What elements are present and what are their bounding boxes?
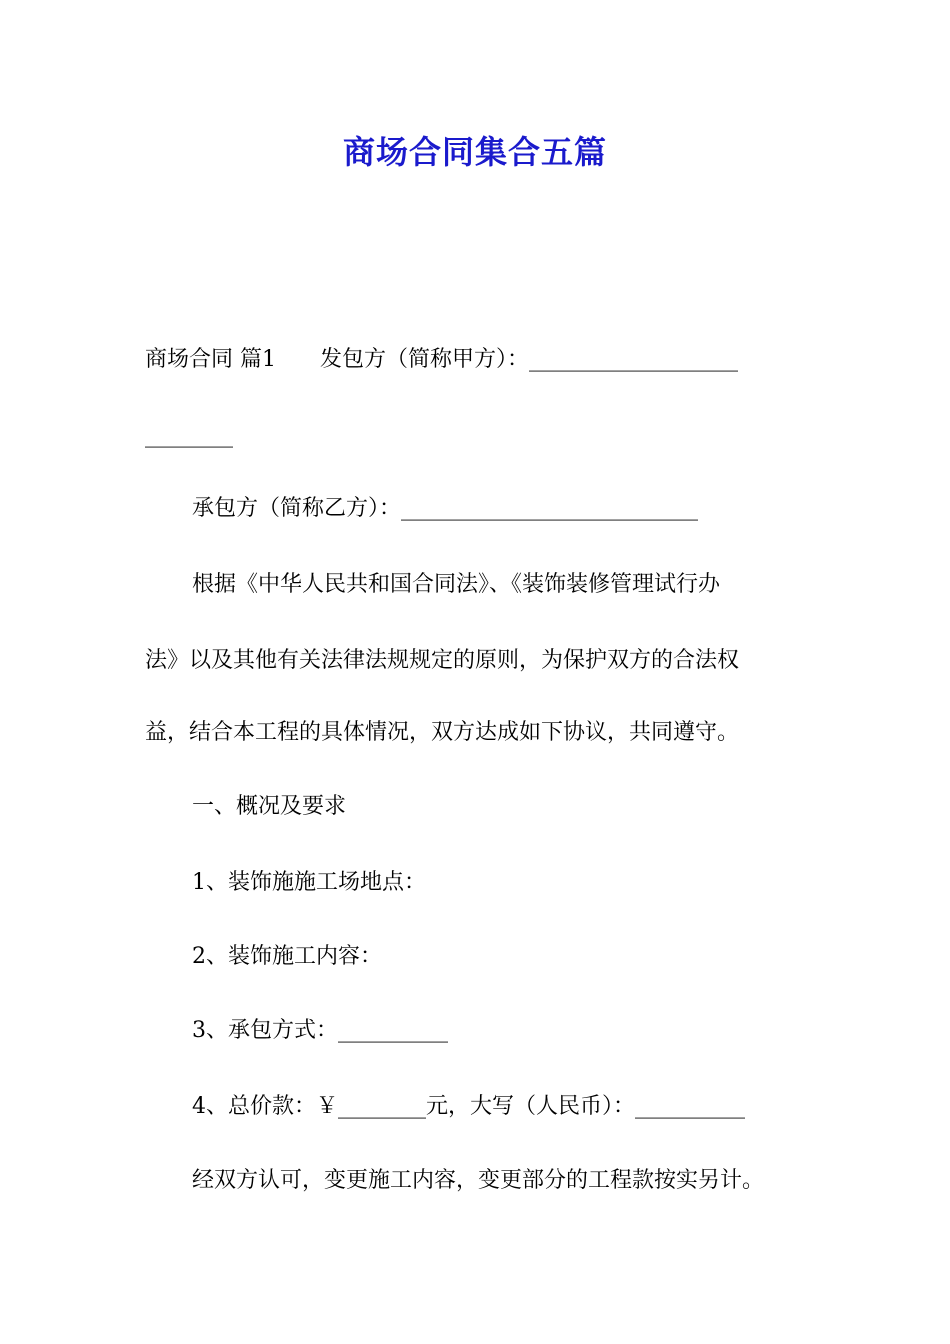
paragraph-line: 经双方认可，变更施工内容，变更部分的工程款按实另计。 (192, 1168, 765, 1193)
list-item: 3、承包方式：__________ (192, 1018, 448, 1043)
section-heading: 一、概况及要求 (192, 794, 347, 819)
paragraph-line: 法》以及其他有关法律法规规定的原则，为保护双方的合法权 (145, 648, 740, 673)
paragraph-line: 益，结合本工程的具体情况，双方达成如下协议，共同遵守。 (145, 720, 740, 745)
list-item: 1、装饰施施工场地点： (192, 870, 426, 895)
paragraph-line: 商场合同 篇1 发包方（简称甲方）：___________________ (145, 347, 738, 372)
document-title: 商场合同集合五篇 (342, 133, 607, 171)
paragraph-line: ________ (145, 423, 233, 448)
paragraph-line: 承包方（简称乙方）：___________________________ (192, 496, 699, 521)
list-item: 4、总价款：￥________元，大写（人民币）：__________ (192, 1094, 745, 1119)
list-item: 2、装饰施工内容： (192, 944, 382, 969)
paragraph-line: 根据《中华人民共和国合同法》、《装饰装修管理试行办 (192, 572, 721, 597)
